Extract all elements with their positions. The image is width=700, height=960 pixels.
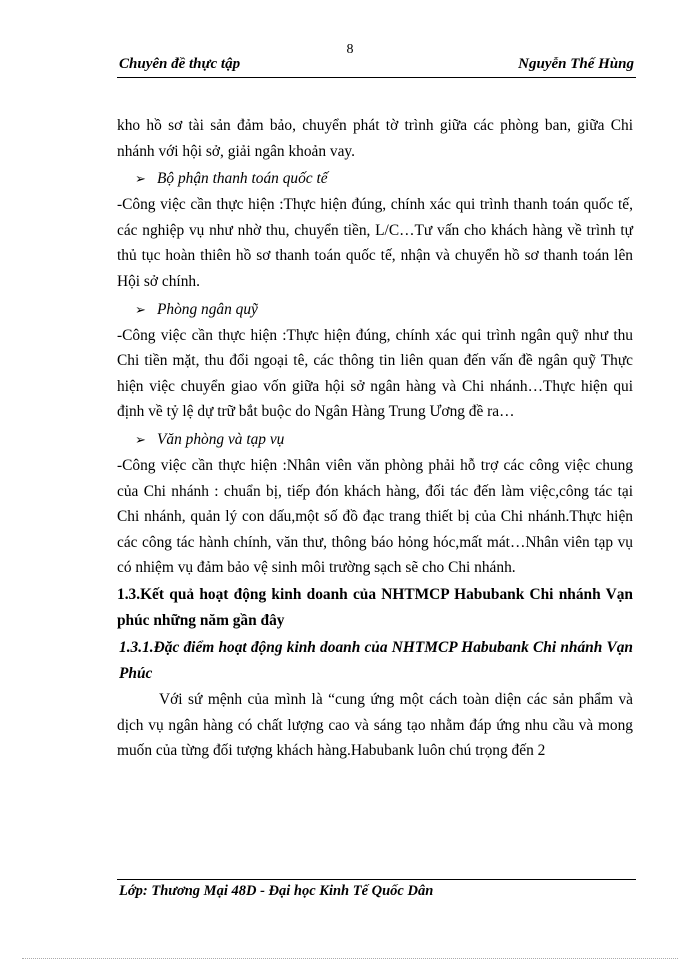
footer-text: Lớp: Thương Mại 48D - Đại học Kinh Tế Quốc Dân: [119, 883, 434, 899]
page-bottom-divider: [22, 958, 678, 959]
bullet-label: Bộ phận thanh toán quốc tế: [157, 170, 328, 188]
arrow-bullet-icon: ➢: [135, 431, 146, 447]
paragraph: kho hồ sơ tài sản đảm bảo, chuyển phát tờ trình giữa các phòng ban, giữa Chi nhánh với hội sở, giải ngân khoản vay.: [117, 117, 633, 160]
bullet-label: Văn phòng và tạp vụ: [157, 430, 285, 448]
paragraph: -Công việc cần thực hiện :Nhân viên văn phòng phải hỗ trợ các công việc chung của Chi nhánh : chuẩn bị, tiếp đón khách hàng, đối tác đến làm việc,công tác tại Chi nhánh, quản lý con dấu,một số đồ đạc trang thiết bị của Chi nhánh.Thực hiện các công tác hành chính, văn thư, thông báo hỏng hóc,mất mát…Nhân viên tạp vụ có nhiệm vụ đảm bảo vệ sinh môi trường sạch sẽ cho Chi nhánh.: [117, 456, 633, 577]
subsection-heading: 1.3.1.Đặc điểm hoạt động kinh doanh của NHTMCP Habubank Chi nhánh Vạn Phúc: [119, 638, 633, 682]
section-heading: 1.3.Kết quả hoạt động kinh doanh của NHTMCP Habubank Chi nhánh Vạn phúc những năm gần đây: [117, 585, 633, 629]
header-author: Nguyễn Thế Hùng: [518, 56, 634, 72]
header-title: Chuyên đề thực tập: [119, 56, 241, 72]
bullet-item: [117, 427, 633, 452]
paragraph: Với sứ mệnh của mình là “cung ứng một cách toàn diện các sản phẩm và dịch vụ ngân hàng có chất lượng cao và sáng tạo nhằm đáp ứng nhu cầu và mong muốn của từng đối tượng khách hàng.Habubank luôn chú trọng đến 2: [117, 690, 633, 760]
page-number: 8: [346, 42, 354, 57]
arrow-bullet-icon: ➢: [135, 301, 146, 317]
page-footer: [117, 879, 636, 900]
paragraph: -Công việc cần thực hiện :Thực hiện đúng, chính xác qui trình thanh toán quốc tế, các nghiệp vụ như nhờ thu, chuyển tiền, L/C…Tư vấn cho khách hàng về trình tự thủ tục hoàn thiên hồ sơ thanh toán quốc tế, nhận và chuyển hồ sơ thanh toán lên Hội sở chính.: [117, 196, 633, 290]
arrow-bullet-icon: ➢: [135, 171, 146, 187]
paragraph: -Công việc cần thực hiện :Thực hiện đúng, chính xác qui trình ngân quỹ như thu Chi tiền mặt, thu đổi ngoại tê, các thông tin liên quan đến vấn đề ngân quỹ Thực hiện việc chuyển giao vốn giữa hội sở ngân hàng và Chi nhánh…Thực hiện qui định về tỷ lệ dự trữ bắt buộc do Ngân Hàng Trung Ương đề ra…: [117, 326, 633, 421]
page-header: [117, 55, 636, 78]
bullet-label: Phòng ngân quỹ: [157, 300, 258, 318]
document-body: [117, 113, 633, 764]
bullet-item: [117, 297, 633, 322]
bullet-item: [117, 166, 633, 191]
